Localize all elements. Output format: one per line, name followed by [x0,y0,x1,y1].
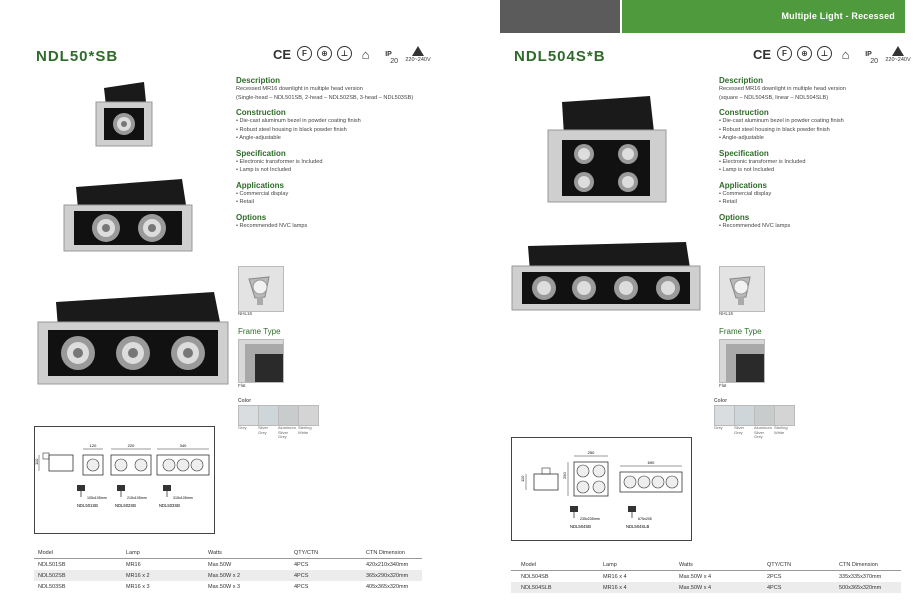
table-cell: 2PCS [767,573,782,580]
cutout-text: 675x205 [638,517,652,521]
lamp-label: NHL16 [238,311,253,316]
dim-text: 220 [127,443,135,448]
section-line: Recessed MR16 downlight in multiple head version [719,86,846,92]
table-cell: NDL504SB [521,573,549,580]
header-band-dark [500,0,620,33]
model-text: NDL502SB [115,503,136,508]
table-cell: MR16 x 4 [603,573,627,580]
frame-label: Flat [238,383,246,388]
table-cell: NDL504SLB [511,582,603,593]
ip-rating-icon: IP 20 [385,51,398,65]
three-head-luminaire-image [36,288,232,388]
square-four-head-luminaire-image [542,92,672,204]
cutout-text: 235x235mm [580,517,600,521]
table-cell: MR16 x 3 [126,583,150,590]
table-cell: 335x335x370mm [839,573,882,580]
column-header: CTN Dimension [839,560,901,571]
section-line: • Commercial display [236,190,289,197]
column-header: CTN Dimension [366,548,422,559]
cutout-text: 315x105mm [173,496,193,500]
spec-table [511,560,901,593]
section-heading: Specification [236,148,286,158]
table-cell: 4PCS [294,570,366,581]
table-row [511,571,901,583]
section-line: (Single-head – NDL501SB, 2-head – NDL502SB, 3-head – NDL503SB) [236,94,414,101]
color-label: Silver Grey [258,425,269,435]
section-line: • Angle-adjustable [236,135,281,141]
dim-text: 340 [179,443,187,448]
frame-type-image [238,339,284,383]
frame-type-image [719,339,765,383]
column-header: QTY/CTN [767,560,839,571]
lamp-thumbnail-image [238,266,284,312]
table-header-row [34,548,422,559]
earth-icon: ⊥ [817,46,832,61]
table-cell: 4PCS [767,582,839,593]
single-head-luminaire-image [94,80,156,150]
dimension-diagram [34,426,215,534]
color-label: Grey [238,425,247,430]
class-icon: ⊕ [317,46,332,61]
color-label: Grey [714,425,723,430]
color-swatch-sterling-white [774,405,795,426]
section-line: • Die-cast aluminum bezel in powder coating finish [236,118,361,124]
section-heading: Specification [719,148,769,158]
dimension-drawing [35,427,214,533]
dim-text: 110 [34,458,39,465]
color-label: Aluminum Silver Grey [278,425,296,439]
table-row [34,581,422,592]
section-line: • Retail [719,199,737,205]
color-swatch-silver-grey [734,405,755,426]
indoor-icon: ⌂ [361,47,370,62]
ce-mark-icon: CE [752,47,772,62]
model-text: NDL501SB [77,503,98,508]
info-column [236,76,441,230]
options-section [719,213,924,231]
description-section [236,76,441,102]
table-cell: NDL501SB [38,561,66,568]
ce-mark-icon: CE [272,47,292,62]
earth-icon: ⊥ [337,46,352,61]
column-header: Lamp [126,548,208,559]
cutout-text: 215x105mm [127,496,147,500]
table-cell: MR16 [126,561,141,568]
frame-type-heading: Frame Type [238,327,281,336]
specification-section [719,149,924,175]
ip-rating-icon: IP 20 [865,51,878,65]
column-header: Model [34,548,126,559]
frame-label: Flat [719,383,727,388]
dimension-diagram [511,437,692,541]
section-line: • Angle-adjustable [719,135,764,141]
table-row [34,570,422,581]
table-cell: Max.50W x 4 [679,582,767,593]
applications-section [719,181,924,207]
color-label: Sterling White [298,425,312,435]
color-swatch-grey [714,405,735,426]
specification-section [236,149,441,175]
table-cell: Max.50W x 2 [208,570,294,581]
section-line: • Robust steel housing in black powder finish [719,126,830,133]
table-header-row [511,560,901,571]
column-header: Watts [208,548,294,559]
left-page [0,0,452,601]
voltage-icon: 220~240V [403,46,433,63]
section-line: • Robust steel housing in black powder finish [236,126,347,133]
section-line: • Lamp is not Included [236,167,292,173]
section-line: • Electronic transformer is Included [719,158,806,165]
product-title: NDL504S*B [514,48,606,65]
section-line: • Commercial display [719,190,772,197]
column-header: Model [511,560,603,571]
indoor-icon: ⌂ [841,47,850,62]
options-section [236,213,441,231]
color-label: Aluminum Silver Grey [754,425,772,439]
color-label: Sterling White [774,425,788,435]
table-cell: 420x210x340mm [366,561,409,568]
color-swatch-aluminum [754,405,775,426]
model-text: NDL504SLB [626,524,650,529]
section-label: Multiple Light - Recessed [781,11,895,21]
dim-text: 250 [562,472,567,479]
table-cell: 365x290x320mm [366,570,422,581]
model-text: NDL503SB [159,503,180,508]
frame-type-heading: Frame Type [719,327,762,336]
info-column [719,76,924,230]
section-line: • Lamp is not Included [719,167,775,173]
color-heading: Color [238,398,252,404]
table-cell: 4PCS [294,583,309,590]
certification-icons [272,46,433,63]
section-heading: Construction [236,108,286,117]
table-cell: 405x365x320mm [366,583,409,590]
table-cell: MR16 x 2 [126,570,208,581]
section-heading: Construction [719,108,769,117]
lamp-label: NHL16 [719,311,734,316]
section-line: • Recommended NVC lamps [236,222,308,229]
column-header: Watts [679,560,767,571]
dim-text: 690 [647,460,655,465]
linear-four-head-luminaire-image [510,240,702,314]
section-heading: Description [236,76,281,85]
section-line: Recessed MR16 downlight in multiple head version [236,86,363,92]
right-page [452,0,911,601]
dimension-drawing [512,438,691,540]
lamp-thumbnail-image [719,266,765,312]
color-swatch-sterling-white [298,405,319,426]
color-swatch-grey [238,405,259,426]
two-head-luminaire-image [62,175,196,255]
table-cell: NDL502SB [34,570,126,581]
class-icon: ⊕ [797,46,812,61]
section-heading: Applications [719,180,768,190]
color-swatch-silver-grey [258,405,279,426]
voltage-icon: 220~240V [883,46,913,63]
section-heading: Options [236,212,267,222]
description-section [719,76,924,102]
section-line: • Die-cast aluminum bezel in powder coating finish [719,118,844,124]
header-band-green [622,0,905,33]
table-cell: Max.50W x 4 [679,573,712,580]
table-cell: 4PCS [294,561,309,568]
color-heading: Color [714,398,728,404]
section-heading: Options [719,212,750,222]
section-line: • Electronic transformer is Included [236,158,323,165]
table-cell: NDL503SB [38,583,66,590]
cutout-text: 105x105mm [87,496,107,500]
section-line: (square – NDL504SB, linear – NDL504SLB) [719,94,829,101]
dim-text: 250 [587,450,595,455]
f-mark-icon: F [777,46,792,61]
color-swatch-aluminum [278,405,299,426]
table-cell: MR16 x 4 [603,582,679,593]
table-cell: Max.50W x 3 [208,583,241,590]
color-label: Silver Grey [734,425,745,435]
table-cell: Max.50W [208,561,232,568]
model-text: NDL504SB [570,524,591,529]
construction-section [719,108,924,143]
column-header: Lamp [603,560,679,571]
section-line: • Retail [236,199,254,205]
section-heading: Description [719,76,764,85]
dim-text: 120 [89,443,97,448]
f-mark-icon: F [297,46,312,61]
applications-section [236,181,441,207]
table-row [34,559,422,571]
construction-section [236,108,441,143]
spec-table [34,548,422,592]
certification-icons [752,46,913,63]
column-header: QTY/CTN [294,548,366,559]
section-line: • Recommended NVC lamps [719,222,791,229]
product-title: NDL50*SB [36,48,119,65]
table-cell: 500x365x320mm [839,582,901,593]
section-heading: Applications [236,180,285,190]
table-row [511,582,901,593]
dim-text: 110 [520,475,525,482]
